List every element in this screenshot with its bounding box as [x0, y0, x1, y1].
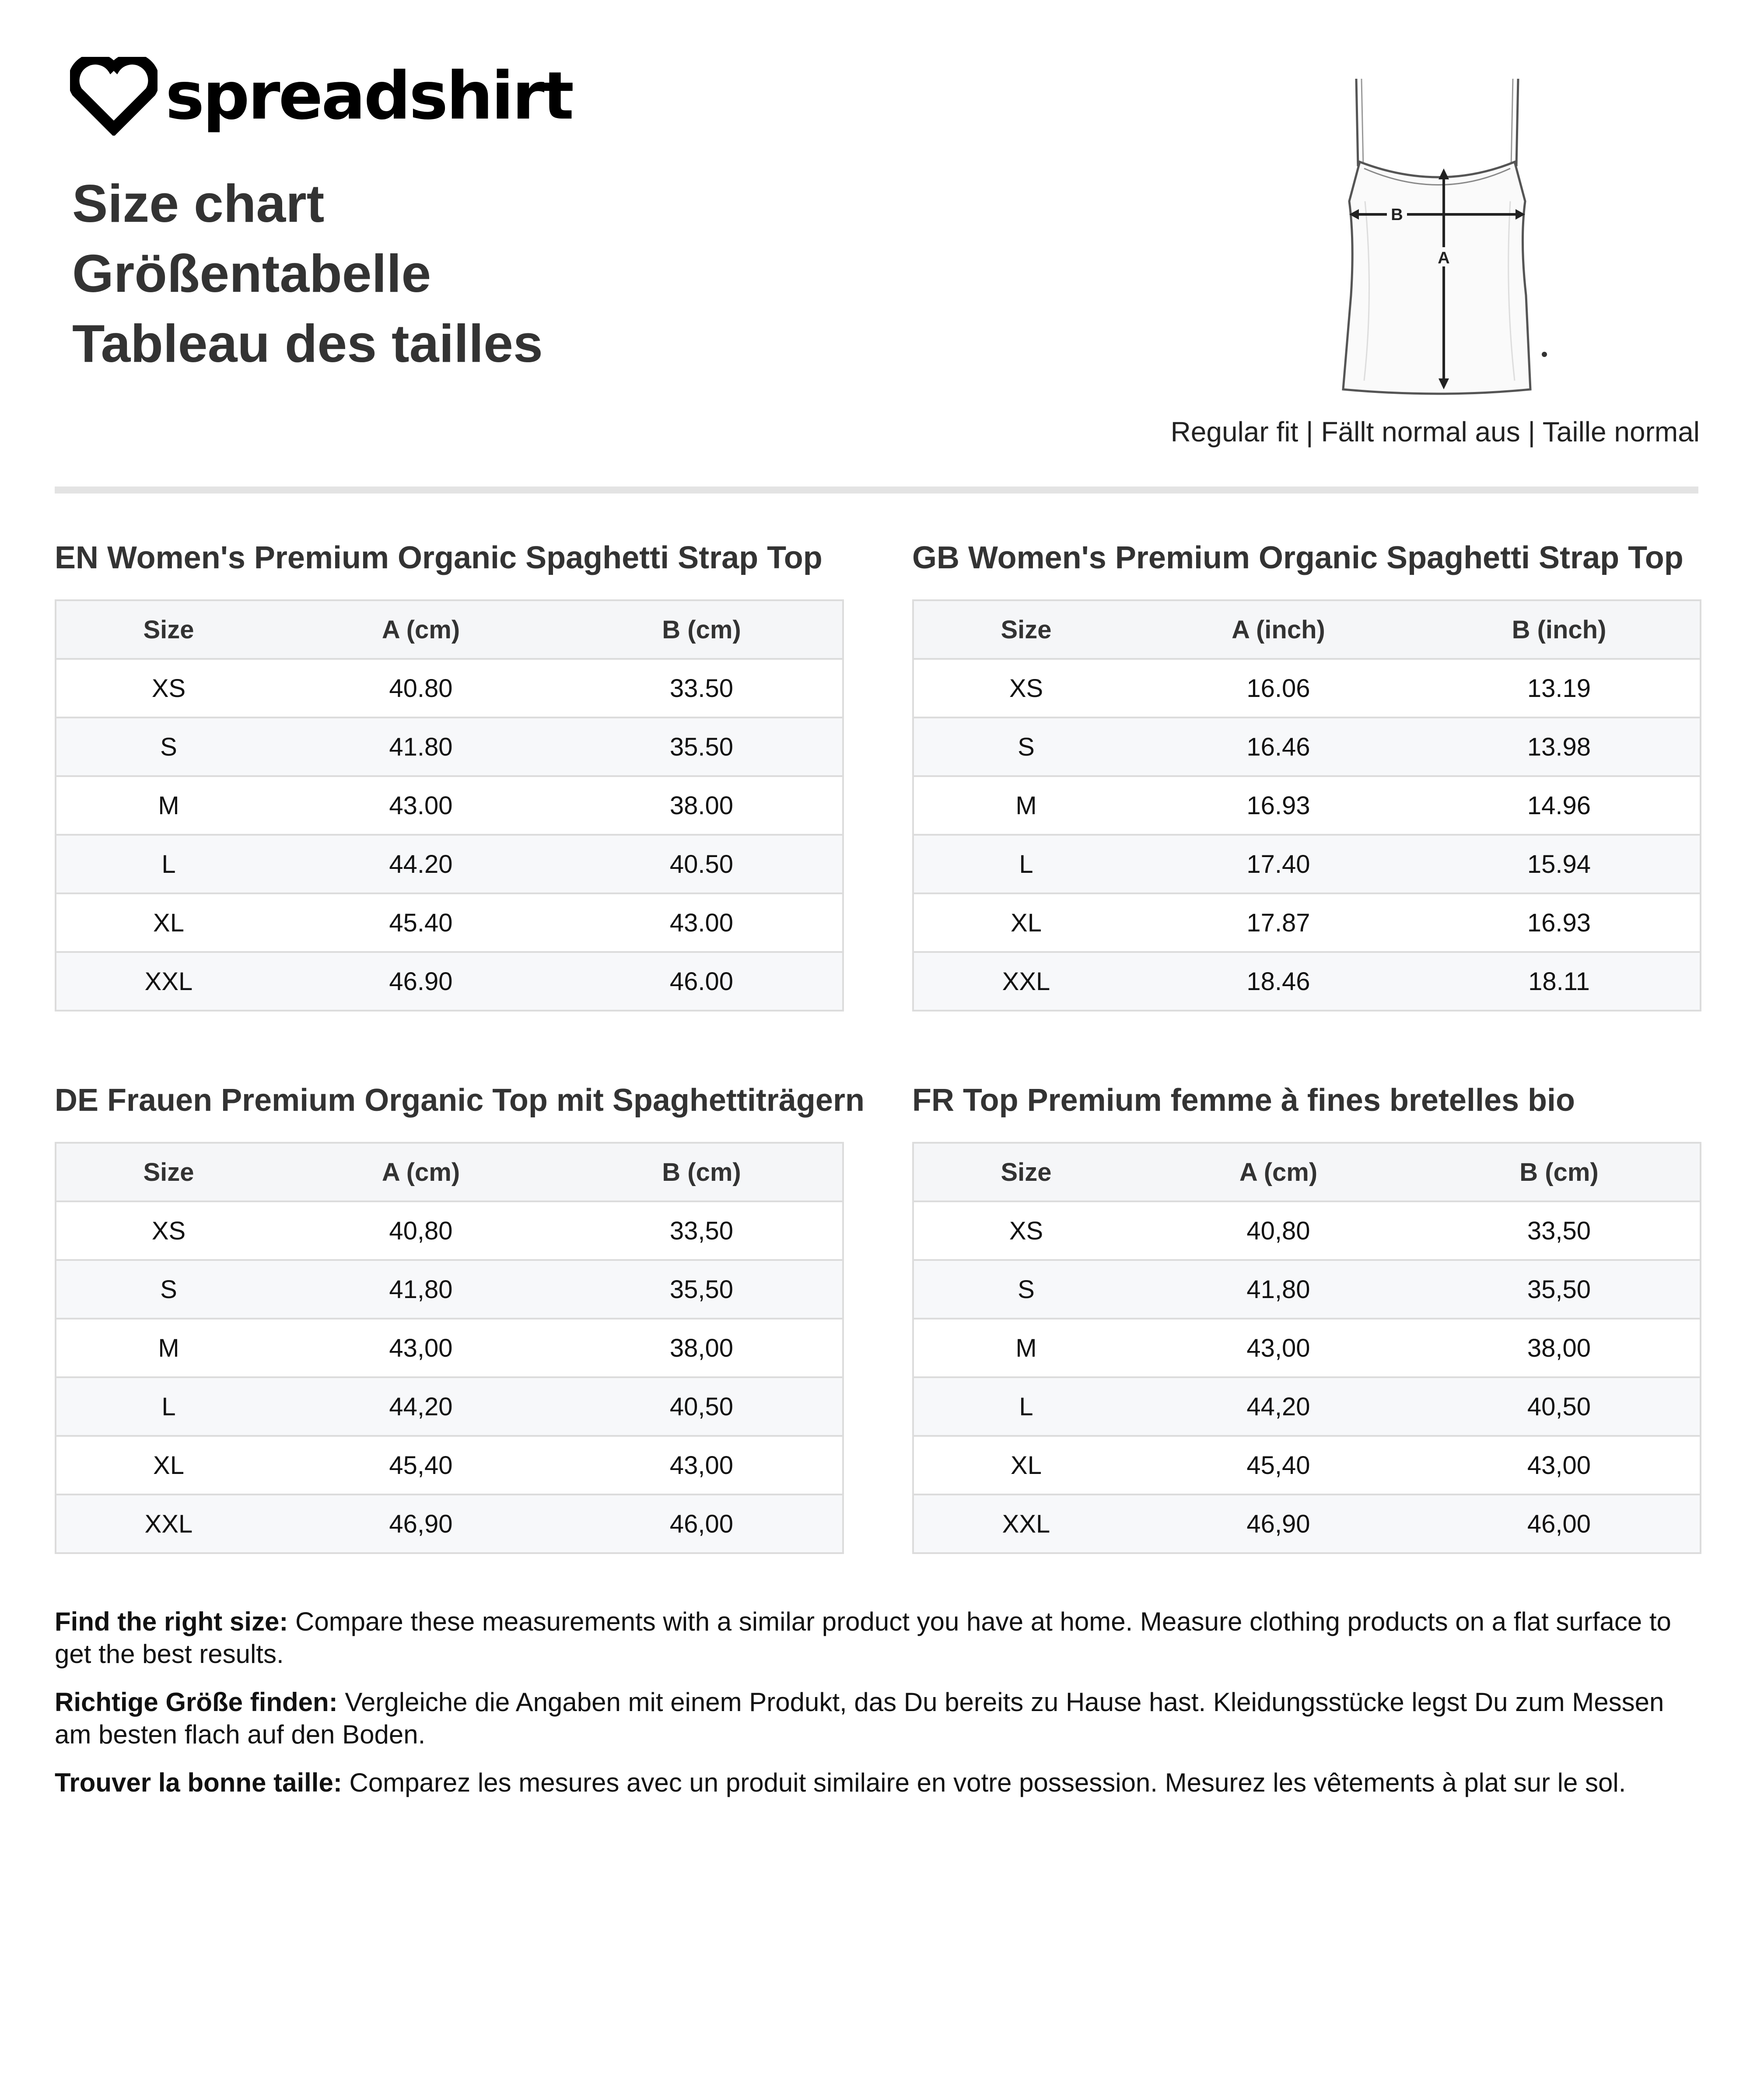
cell-a: 16.06	[1138, 659, 1418, 718]
cell-b: 16.93	[1418, 893, 1701, 952]
table-title: EN Women's Premium Organic Spaghetti Strap Top	[55, 540, 822, 575]
size-table	[912, 599, 1701, 1012]
cell-size: M	[56, 776, 281, 835]
title-fr: Tableau des tailles	[72, 314, 543, 373]
header-a: A (cm)	[281, 600, 561, 659]
cell-size: S	[56, 1260, 281, 1319]
note-label: Trouver la bonne taille:	[55, 1768, 342, 1797]
sizing-notes	[55, 1606, 1700, 1815]
brand-logo[interactable]	[70, 57, 572, 136]
cell-b: 40.50	[561, 835, 843, 893]
table-row	[913, 776, 1701, 835]
cell-size: XS	[913, 659, 1138, 718]
table-header-row	[56, 1143, 843, 1201]
cell-size: XXL	[56, 952, 281, 1011]
table-row	[913, 1319, 1701, 1377]
table-row	[913, 718, 1701, 776]
brand-name: spreadshirt	[165, 58, 573, 134]
size-table	[912, 1142, 1701, 1554]
cell-b: 40,50	[1418, 1377, 1701, 1436]
cell-size: XL	[56, 1436, 281, 1494]
table-row	[56, 718, 843, 776]
table-header-row	[56, 600, 843, 659]
cell-a: 17.40	[1138, 835, 1418, 893]
table-header-row	[913, 600, 1701, 659]
header-size: Size	[56, 1143, 281, 1201]
cell-b: 40,50	[561, 1377, 843, 1436]
cell-b: 35,50	[561, 1260, 843, 1319]
note-text: Compare these measurements with a similar product you have at home. Measure clothing products on a flat surface to get the best results.	[55, 1607, 1671, 1669]
cell-size: S	[913, 718, 1138, 776]
table-row	[913, 952, 1701, 1011]
cell-size: XXL	[913, 952, 1138, 1011]
size-table	[55, 599, 844, 1012]
cell-size: S	[913, 1260, 1138, 1319]
cell-b: 15.94	[1418, 835, 1701, 893]
cell-size: XXL	[913, 1494, 1138, 1553]
cell-size: S	[56, 718, 281, 776]
size-table-gb-block	[912, 538, 1700, 996]
cell-size: L	[913, 1377, 1138, 1436]
cell-size: M	[56, 1319, 281, 1377]
header-a: A (inch)	[1138, 600, 1418, 659]
cell-b: 14.96	[1418, 776, 1701, 835]
measure-b-label: B	[1391, 206, 1403, 224]
cell-a: 46,90	[281, 1494, 561, 1553]
table-row	[913, 835, 1701, 893]
page-titles	[72, 168, 543, 378]
cell-size: M	[913, 1319, 1138, 1377]
note-text: Comparez les mesures avec un produit similaire en votre possession. Mesurez les vêtements à plat sur le sol.	[342, 1768, 1626, 1797]
garment-diagram	[1312, 74, 1566, 407]
cell-b: 33,50	[561, 1201, 843, 1260]
cell-b: 46.00	[561, 952, 843, 1011]
cell-b: 13.19	[1418, 659, 1701, 718]
note-en	[55, 1606, 1700, 1670]
cell-a: 43,00	[281, 1319, 561, 1377]
cell-a: 17.87	[1138, 893, 1418, 952]
cell-a: 45,40	[281, 1436, 561, 1494]
table-row	[56, 776, 843, 835]
header-a: A (cm)	[281, 1143, 561, 1201]
table-row	[56, 835, 843, 893]
table-row	[913, 1436, 1701, 1494]
header-b: B (inch)	[1418, 600, 1701, 659]
size-table-en-block	[55, 538, 842, 996]
title-en: Size chart	[72, 174, 325, 233]
header-b: B (cm)	[561, 600, 843, 659]
table-row	[913, 893, 1701, 952]
table-row	[56, 1319, 843, 1377]
cell-a: 41,80	[281, 1260, 561, 1319]
table-row	[56, 893, 843, 952]
cell-a: 41.80	[281, 718, 561, 776]
cell-size: XS	[913, 1201, 1138, 1260]
note-label: Find the right size:	[55, 1607, 288, 1636]
cell-b: 38.00	[561, 776, 843, 835]
header-size: Size	[56, 600, 281, 659]
cell-size: L	[56, 835, 281, 893]
note-label: Richtige Größe finden:	[55, 1687, 338, 1717]
fit-text: Regular fit | Fällt normal aus | Taille normal	[1170, 416, 1700, 448]
header-divider	[55, 486, 1698, 494]
header-a: A (cm)	[1138, 1143, 1418, 1201]
cell-a: 44,20	[281, 1377, 561, 1436]
size-table	[55, 1142, 844, 1554]
table-row	[56, 952, 843, 1011]
title-de: Größentabelle	[72, 244, 431, 303]
cell-b: 13.98	[1418, 718, 1701, 776]
header	[0, 0, 1750, 499]
cell-b: 46,00	[1418, 1494, 1701, 1553]
cell-b: 35.50	[561, 718, 843, 776]
cell-size: XS	[56, 659, 281, 718]
cell-size: XXL	[56, 1494, 281, 1553]
table-title: GB Women's Premium Organic Spaghetti Strap Top	[912, 540, 1684, 575]
cell-a: 45,40	[1138, 1436, 1418, 1494]
cell-a: 43,00	[1138, 1319, 1418, 1377]
table-title: DE Frauen Premium Organic Top mit Spaghettiträgern	[55, 1083, 864, 1118]
cell-a: 41,80	[1138, 1260, 1418, 1319]
cell-size: XL	[913, 1436, 1138, 1494]
header-b: B (cm)	[561, 1143, 843, 1201]
cell-b: 33,50	[1418, 1201, 1701, 1260]
cell-b: 38,00	[1418, 1319, 1701, 1377]
table-row	[913, 1494, 1701, 1553]
size-table-de-block	[55, 1081, 864, 1538]
cell-a: 16.93	[1138, 776, 1418, 835]
cell-a: 18.46	[1138, 952, 1418, 1011]
cell-a: 40,80	[1138, 1201, 1418, 1260]
cell-a: 46.90	[281, 952, 561, 1011]
cell-b: 35,50	[1418, 1260, 1701, 1319]
table-row	[913, 1260, 1701, 1319]
header-size: Size	[913, 1143, 1138, 1201]
cell-a: 16.46	[1138, 718, 1418, 776]
cell-size: L	[913, 835, 1138, 893]
cell-a: 43.00	[281, 776, 561, 835]
cell-size: XL	[56, 893, 281, 952]
table-row	[56, 1260, 843, 1319]
cell-size: L	[56, 1377, 281, 1436]
table-row	[913, 1201, 1701, 1260]
cell-size: M	[913, 776, 1138, 835]
cell-b: 43,00	[561, 1436, 843, 1494]
header-b: B (cm)	[1418, 1143, 1701, 1201]
cell-a: 46,90	[1138, 1494, 1418, 1553]
cell-b: 46,00	[561, 1494, 843, 1553]
table-title: FR Top Premium femme à fines bretelles bio	[912, 1083, 1575, 1118]
cell-a: 40,80	[281, 1201, 561, 1260]
cell-a: 45.40	[281, 893, 561, 952]
table-row	[56, 659, 843, 718]
cell-a: 44,20	[1138, 1377, 1418, 1436]
note-de	[55, 1686, 1700, 1751]
cell-size: XL	[913, 893, 1138, 952]
cell-size: XS	[56, 1201, 281, 1260]
table-row	[913, 659, 1701, 718]
cell-b: 43,00	[1418, 1436, 1701, 1494]
table-row	[56, 1494, 843, 1553]
note-text: Vergleiche die Angaben mit einem Produkt, das Du bereits zu Hause hast. Kleidungsstücke legst Du zum Messen am besten flach auf den Boden.	[55, 1687, 1664, 1749]
cell-a: 40.80	[281, 659, 561, 718]
cell-a: 44.20	[281, 835, 561, 893]
table-row	[913, 1377, 1701, 1436]
size-table-fr-block	[912, 1081, 1700, 1538]
cell-b: 18.11	[1418, 952, 1701, 1011]
cell-b: 38,00	[561, 1319, 843, 1377]
cell-b: 43.00	[561, 893, 843, 952]
table-row	[56, 1201, 843, 1260]
table-row	[56, 1436, 843, 1494]
note-fr	[55, 1767, 1700, 1799]
cell-b: 33.50	[561, 659, 843, 718]
table-row	[56, 1377, 843, 1436]
table-header-row	[913, 1143, 1701, 1201]
heart-logo-icon	[70, 57, 158, 136]
measure-a-label: A	[1438, 249, 1450, 267]
header-size: Size	[913, 600, 1138, 659]
